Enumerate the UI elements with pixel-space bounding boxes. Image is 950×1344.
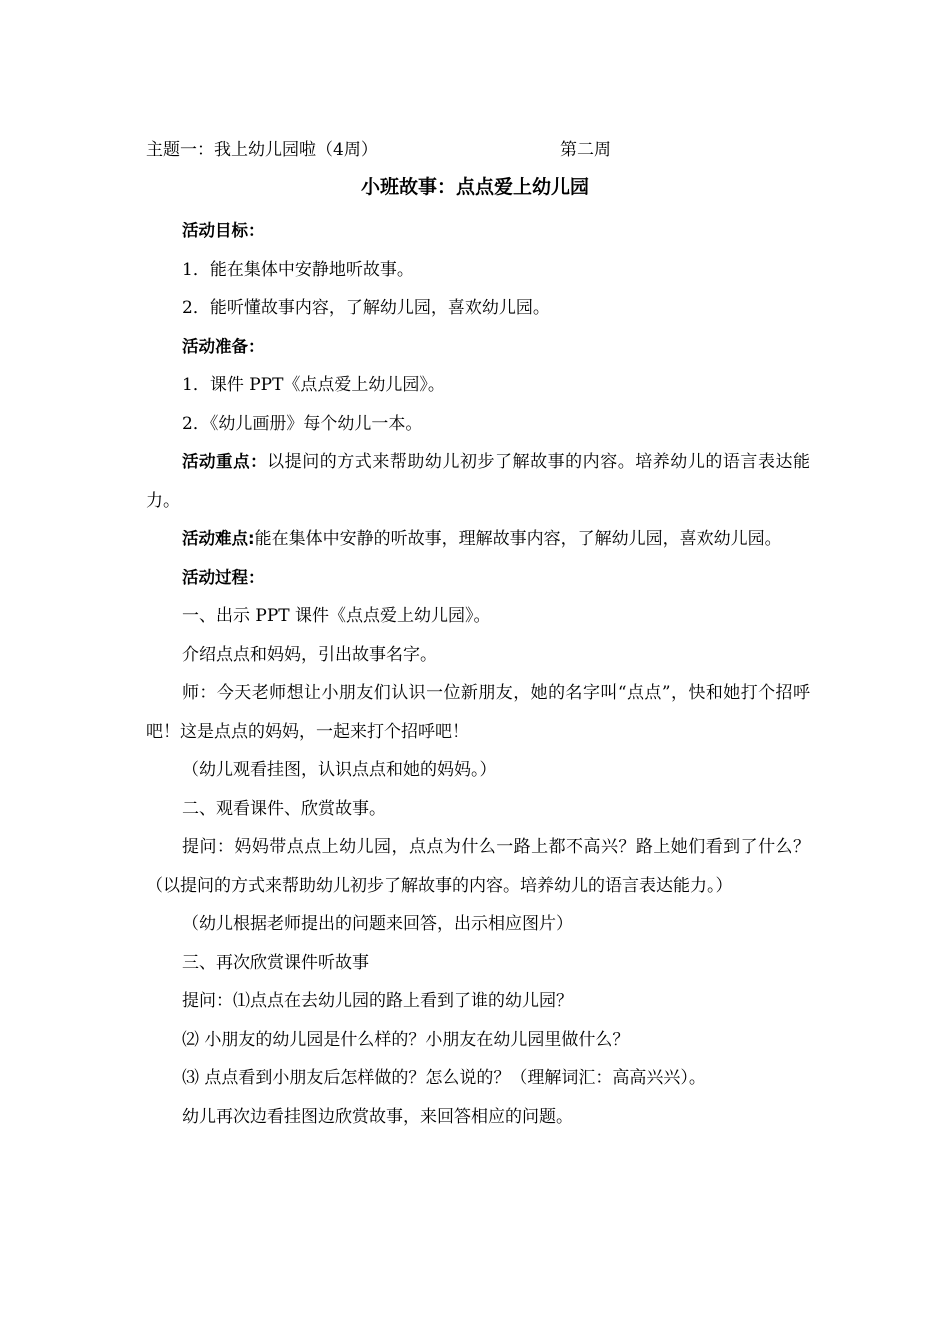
process-paragraph: 提问：妈妈带点点上幼儿园，点点为什么一路上都不高兴？路上她们看到了什么？（以提问的方式来帮助幼儿初步了解故事的内容。培养幼儿的语言表达能力。）: [146, 837, 810, 896]
process-paragraph: 师：今天老师想让小朋友们认识一位新朋友，她的名字叫“点点”，快和她打个招呼吧！这是点点的妈妈，一起来打个招呼吧！: [146, 683, 810, 742]
focus-text: 以提问的方式来帮助幼儿初步了解故事的内容。培养幼儿的语言表达能力。: [146, 452, 811, 511]
process-paragraph: ⑵ 小朋友的幼儿园是什么样的？小朋友在幼儿园里做什么？: [182, 1029, 630, 1050]
process-paragraph: （幼儿观看挂图，认识点点和她的妈妈。）: [182, 760, 497, 780]
prep-heading: 活动准备：: [182, 336, 265, 356]
process-paragraph: 幼儿再次边看挂图边欣赏故事，来回答相应的问题。: [182, 1106, 573, 1127]
process-paragraph: 提问：⑴点点在去幼儿园的路上看到了谁的幼儿园？: [182, 991, 573, 1011]
goals-heading: 活动目标：: [182, 221, 265, 240]
prep-item-2: 2．《幼儿画册》每个幼儿一本。: [182, 413, 423, 434]
focus-label: 活动重点：: [182, 452, 268, 471]
process-paragraph: 介绍点点和妈妈，引出故事名字。: [182, 644, 437, 665]
week-label: 第二周: [560, 140, 611, 160]
process-paragraph: 三、再次欣赏课件听故事: [182, 952, 369, 973]
process-paragraph: 二、观看课件、欣赏故事。: [182, 798, 386, 819]
difficulty-label: 活动难点:: [182, 529, 255, 548]
header-line: [146, 138, 816, 162]
document-body: [146, 212, 810, 1136]
goal-item-1: 1．能在集体中安静地听故事。: [182, 259, 414, 280]
process-paragraph: ⑶ 点点看到小朋友后怎样做的？怎么说的？（理解词汇：高高兴兴）。: [182, 1068, 706, 1088]
focus-paragraph: [146, 443, 810, 520]
page-title: 小班故事：点点爱上幼儿园: [360, 176, 589, 198]
prep-item-1: 1．课件 PPT《点点爱上幼儿园》。: [182, 375, 445, 395]
process-paragraph: （幼儿根据老师提出的问题来回答，出示相应图片）: [182, 914, 573, 934]
theme-label: 主题一：我上幼儿园啦（4周）: [146, 140, 378, 160]
difficulty-text: 能在集体中安静的听故事，理解故事内容，了解幼儿园，喜欢幼儿园。: [254, 529, 782, 549]
goal-item-2: 2．能听懂故事内容，了解幼儿园，喜欢幼儿园。: [182, 298, 550, 318]
process-paragraph: 一、出示 PPT 课件《点点爱上幼儿园》。: [182, 606, 491, 626]
difficulty-paragraph: [146, 520, 810, 559]
process-heading: 活动过程：: [182, 567, 265, 587]
